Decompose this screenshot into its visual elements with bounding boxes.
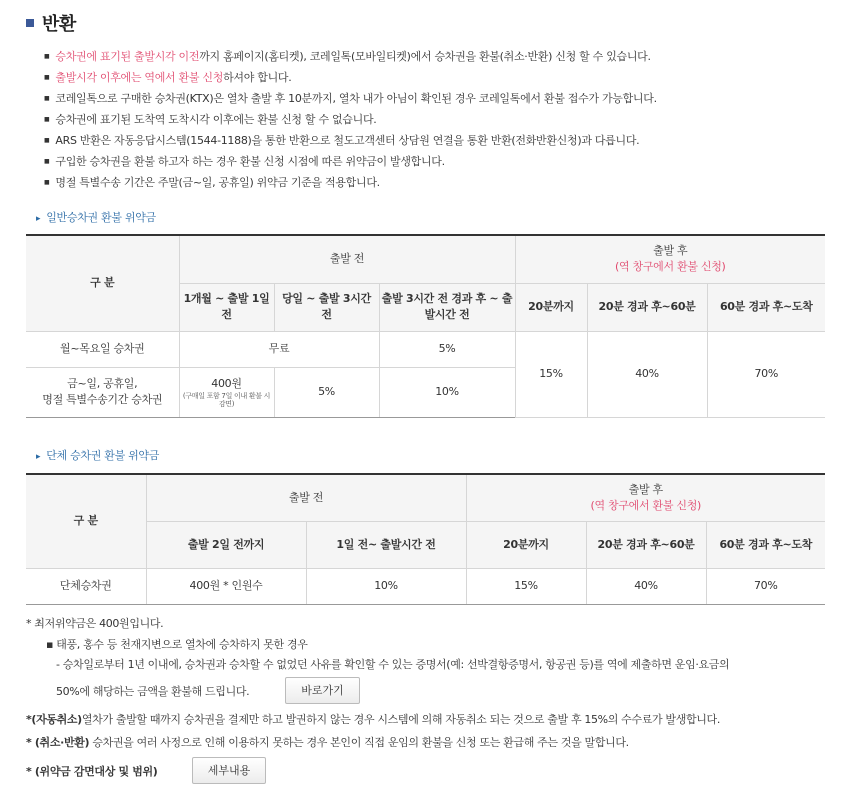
before-departure-header: 출발 전	[146, 474, 466, 521]
col-header: 출발 3시간 전 경과 후 ~ 출발시간 전	[379, 283, 515, 331]
list-item: ■ 구입한 승차권을 환불 하고자 하는 경우 환불 신청 시점에 따른 위약금이 발생합니다.	[44, 151, 657, 172]
disaster-note: ▪ 태풍, 홍수 등 천재지변으로 열차에 승차하지 못한 경우	[46, 638, 308, 651]
refund-info-list	[44, 46, 657, 193]
col-header: 20분 경과 후~60분	[587, 283, 707, 331]
table-row	[26, 568, 825, 604]
row-label: 금~일, 공휴일, 명절 특별수송기간 승차권	[26, 367, 179, 417]
cell: 5%	[274, 367, 379, 417]
general-refund-heading: ▸ 일반승차권 환불 위약금	[36, 209, 156, 225]
col-header: 60분 경과 후~도착	[707, 283, 825, 331]
page-title-text: 반환	[42, 14, 76, 35]
cell: 40%	[587, 331, 707, 417]
col-header: 20분 경과 후~60분	[586, 521, 706, 568]
col-header: 당일 ~ 출발 3시간 전	[274, 283, 379, 331]
group-refund-heading: ▸ 단체 승차권 환불 위약금	[36, 447, 159, 463]
general-refund-table	[26, 234, 825, 418]
col-header: 60분 경과 후~도착	[706, 521, 825, 568]
min-penalty-note: * 최저위약금은 400원입니다.	[26, 617, 164, 630]
list-item: ■ 승차권에 표기된 출발시각 이전까지 홈페이지(홈티켓), 코레일톡(모바일티켓)에서 승차권을 환불(취소·반환) 신청 할 수 있습니다.	[44, 46, 657, 67]
after-departure-header: 출발 후 (역 창구에서 환불 신청)	[515, 235, 825, 283]
shortcut-button[interactable]: 바로가기	[285, 677, 360, 704]
col-header: 출발 2일 전까지	[146, 521, 306, 568]
table-row	[26, 331, 825, 367]
cancel-return-note: * (취소·반환) 승차권을 여러 사정으로 인해 이용하지 못하는 경우 본인이 직접 운임의 환불을 신청 또는 환급해 주는 것을 말합니다.	[26, 736, 629, 749]
list-item: ■ 코레일톡으로 구매한 승차권(KTX)은 열차 출발 후 10분까지, 열차 내가 아님이 확인된 경우 코레일톡에서 환불 접수가 가능합니다.	[44, 88, 657, 109]
col-header: 20분까지	[466, 521, 586, 568]
col-header: 1일 전~ 출발시간 전	[306, 521, 466, 568]
disaster-detail-2: 50%에 해당하는 금액을 환불해 드립니다.	[56, 685, 250, 698]
discount-note: (구매일 포함 7일 이내 환불 시 감면)	[182, 392, 271, 408]
cell: 70%	[706, 568, 825, 604]
cell: 15%	[515, 331, 587, 417]
col-header: 1개월 ~ 출발 1일 전	[179, 283, 274, 331]
row-label: 단체승차권	[26, 568, 146, 604]
after-departure-header: 출발 후 (역 창구에서 환불 신청)	[466, 474, 825, 521]
category-header: 구 분	[26, 235, 179, 331]
disaster-detail: - 승차일로부터 1년 이내에, 승차권과 승차할 수 없었던 사유를 확인할 수 있는 증명서(예: 선박결항증명서, 항공권 등)를 역에 제출하면 운임·요금의	[56, 658, 730, 671]
cell: 40%	[586, 568, 706, 604]
list-item: ■ 출발시각 이후에는 역에서 환불 신청하셔야 합니다.	[44, 67, 657, 88]
cell: 15%	[466, 568, 586, 604]
col-header: 20분까지	[515, 283, 587, 331]
title-square-icon	[26, 19, 34, 27]
cell: 400원 * 인원수	[146, 568, 306, 604]
cell: 400원 (구매일 포함 7일 이내 환불 시 감면)	[179, 367, 274, 417]
cell: 무료	[179, 331, 379, 367]
auto-cancel-note: *(자동취소)열차가 출발할 때까지 승차권을 결제만 하고 발권하지 않는 경우 시스템에 의해 자동취소 되는 것으로 출발 후 15%의 수수료가 발생합니다.	[26, 713, 720, 726]
row-label: 월~목요일 승차권	[26, 331, 179, 367]
cell: 10%	[379, 367, 515, 417]
cell: 5%	[379, 331, 515, 367]
cell: 70%	[707, 331, 825, 417]
list-item: ■ 명절 특별수송 기간은 주말(금~일, 공휴일) 위약금 기준을 적용합니다.	[44, 172, 657, 193]
category-header: 구 분	[26, 474, 146, 568]
waiver-note: * (위약금 감면대상 및 범위)	[26, 765, 158, 778]
list-item: ■ ARS 반환은 자동응답시스템(1544-1188)을 통한 반환으로 철도고객센터 상담원 연결을 통환 반환(전화반환신청)과 다릅니다.	[44, 130, 657, 151]
before-departure-header: 출발 전	[179, 235, 515, 283]
details-button[interactable]: 세부내용	[192, 757, 266, 784]
group-refund-table	[26, 473, 825, 605]
cell: 10%	[306, 568, 466, 604]
list-item: ■ 승차권에 표기된 도착역 도착시각 이후에는 환불 신청 할 수 없습니다.	[44, 109, 657, 130]
page-title	[26, 10, 76, 36]
